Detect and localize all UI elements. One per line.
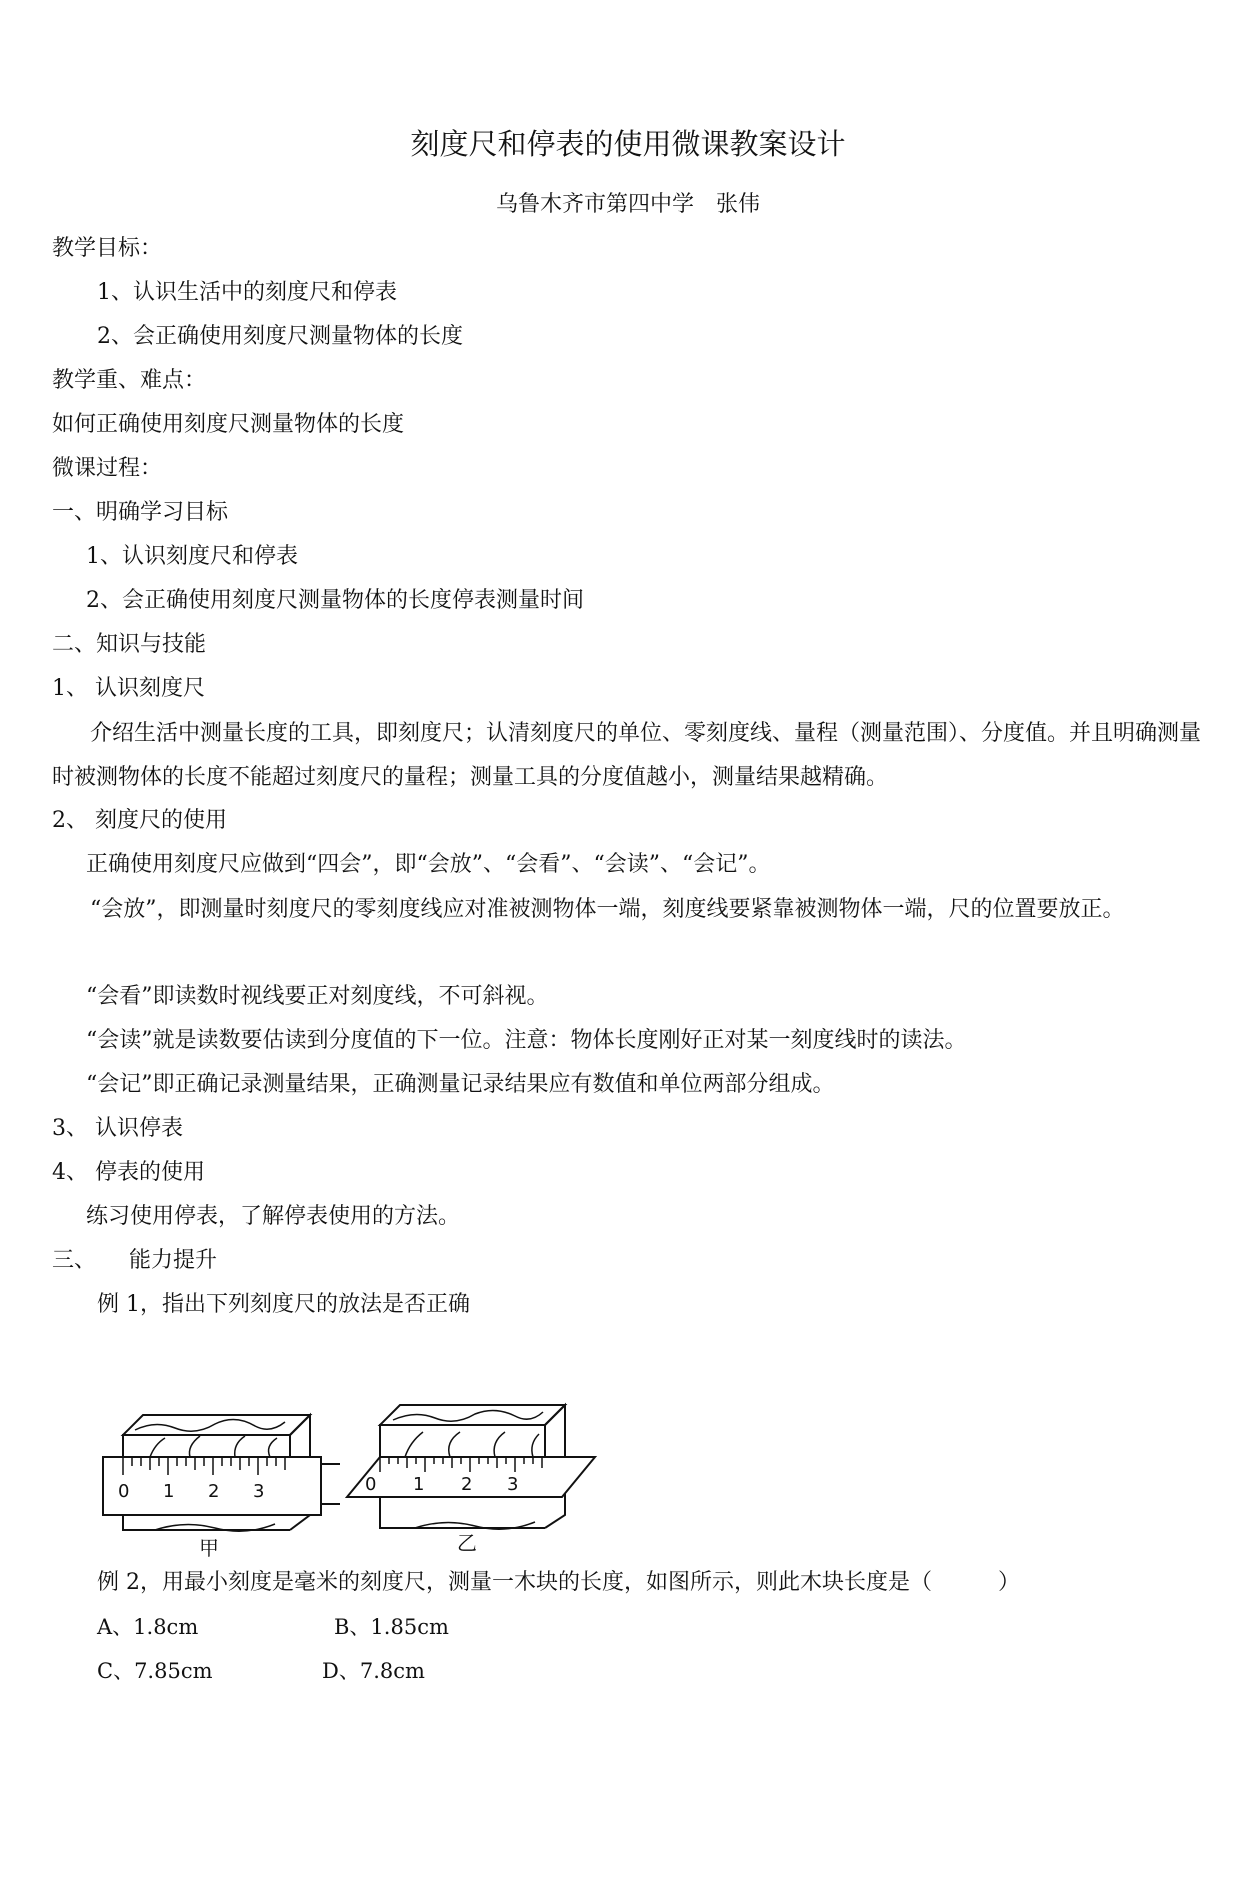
document-title: 刻度尺和停表的使用微课教案设计 — [410, 127, 846, 161]
process-heading: 微课过程： — [52, 456, 163, 481]
key-points-text: 如何正确使用刻度尺测量物体的长度 — [52, 412, 405, 437]
figure-label-yi: 乙 — [457, 1531, 477, 1555]
figure-label-jia: 甲 — [199, 1536, 219, 1560]
ruler-figure-jia — [103, 1415, 340, 1531]
author-line: 乌鲁木齐市第四中学 张伟 — [495, 192, 760, 217]
section2-sub2-line: “会读”就是读数要估读到分度值的下一位。注意：物体长度刚好正对某一刻度线时的读法。 — [86, 1028, 967, 1053]
ruler-number: 1 — [413, 1474, 425, 1495]
teaching-goals-heading: 教学目标： — [52, 236, 163, 261]
ruler-figure-yi — [347, 1405, 595, 1529]
option-c: C、7.85cm — [97, 1659, 213, 1683]
key-points-heading: 教学重、难点： — [52, 368, 207, 393]
section2-sub2-heading: 2、 刻度尺的使用 — [52, 808, 227, 833]
option-b: B、1.85cm — [334, 1615, 449, 1639]
option-a: A、1.8cm — [97, 1615, 199, 1639]
section2-sub1-text: 介绍生活中测量长度的工具，即刻度尺；认清刻度尺的单位、零刻度线、量程（测量范围）、分度值。并且明确测量时被测物体的长度不能超过刻度尺的量程；测量工具的分度值越小，测量结果越精确。 — [52, 721, 1202, 790]
example1-text: 例 1，指出下列刻度尺的放法是否正确 — [97, 1292, 470, 1317]
ruler-number: 3 — [253, 1481, 265, 1502]
ruler-number: 3 — [507, 1474, 519, 1495]
ruler-number: 0 — [365, 1474, 377, 1495]
section2-sub3-heading: 3、 认识停表 — [52, 1116, 183, 1141]
section2-sub4-text: 练习使用停表，了解停表使用的方法。 — [86, 1204, 461, 1229]
ruler-number: 1 — [163, 1481, 175, 1502]
example2-text: 例 2，用最小刻度是毫米的刻度尺，测量一木块的长度，如图所示，则此木块长度是（ ） — [97, 1570, 1020, 1595]
section2-sub1-heading: 1、 认识刻度尺 — [52, 676, 205, 701]
section2-sub2-line: “会看”即读数时视线要正对刻度线，不可斜视。 — [86, 984, 549, 1009]
section2-sub2-line: “会记”即正确记录测量结果，正确测量记录结果应有数值和单位两部分组成。 — [86, 1072, 835, 1097]
section1-item: 2、会正确使用刻度尺测量物体的长度停表测量时间 — [86, 588, 584, 613]
section1-heading: 一、明确学习目标 — [52, 500, 229, 525]
ruler-number: 2 — [461, 1474, 473, 1495]
section2-sub2-line: “会放”，即测量时刻度尺的零刻度线应对准被测物体一端，刻度线要紧靠被测物体一端，尺的位置要放正。 — [90, 897, 1125, 922]
ruler-number: 2 — [208, 1481, 220, 1502]
teaching-goal-item: 1、认识生活中的刻度尺和停表 — [97, 280, 397, 305]
section2-sub2-line: 正确使用刻度尺应做到“四会”，即“会放”、“会看”、“会读”、“会记”。 — [86, 852, 771, 877]
section3-heading: 三、 能力提升 — [52, 1248, 218, 1273]
ruler-figure — [95, 1400, 615, 1560]
section1-item: 1、认识刻度尺和停表 — [86, 544, 298, 569]
section2-sub4-heading: 4、 停表的使用 — [52, 1160, 205, 1185]
option-d: D、7.8cm — [322, 1659, 425, 1683]
teaching-goal-item: 2、会正确使用刻度尺测量物体的长度 — [97, 324, 463, 349]
section2-heading: 二、知识与技能 — [52, 632, 207, 657]
ruler-number: 0 — [118, 1481, 130, 1502]
